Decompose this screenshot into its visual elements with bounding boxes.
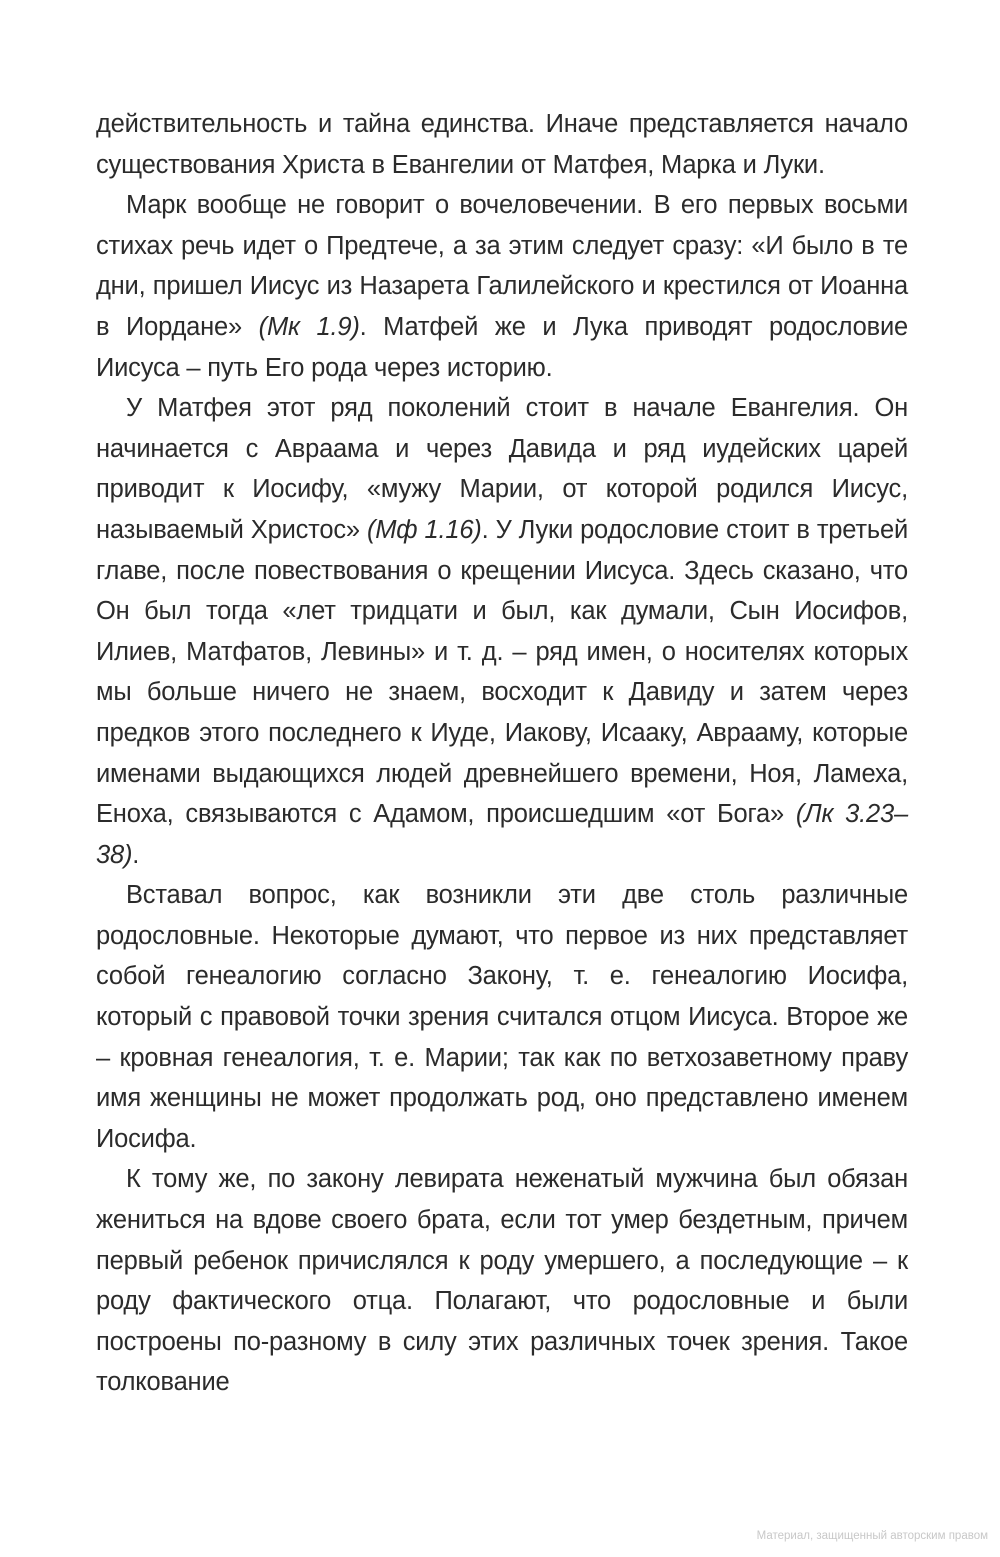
- paragraph-2-text-a: Марк вообще не говорит о вочеловечении. В его первых восьми стихах речь идет о Предтече, а за этим следует сразу: «И было в те дни, пришел Иисус из Назарета Галилейского и крестился от Иоанна в Иордане»: [96, 191, 908, 341]
- paragraph-5: [96, 1159, 908, 1403]
- paragraph-3-text-b: . У Луки родословие стоит в третьей главе, после повествования о крещении Иисуса. Здесь сказано, что Он был тогда «лет тридцати и был, как думали, Сын Иосифов, Илиев, Матфатов, Левины» и т. д. – ряд имен, о носителях которых мы больше ничего не знаем, восходит к Давиду и затем через предков этого последнего к Иуде, Иакову, Исааку, Аврааму, которые именами выдающихся людей древнейшего времени, Ноя, Ламеха, Еноха, связываются с Адамом, происшедшим «от Бога»: [96, 515, 909, 829]
- paragraph-4: [96, 875, 908, 1159]
- paragraph-2-text-b: . Матфей же и Лука приводят родословие Иисуса – путь Его рода через историю.: [96, 312, 908, 382]
- scripture-reference: (Лк 3.23–38): [96, 800, 908, 869]
- paragraph-4-text: Вставал вопрос, как возникли эти две столь различные родословные. Некоторые думают, что первое из них представляет собой генеалогию согласно Закону, т. е. генеалогию Иосифа, который с правовой точки зрения считался отцом Иисуса. Второе же – кровная генеалогия, т. е. Марии; так как по ветхозаветному праву имя женщины не может продолжать род, оно представлено именем Иосифа.: [96, 881, 908, 1153]
- paragraph-1-text: действительность и тайна единства. Иначе представляется начало существования Христа в Евангелии от Матфея, Марка и Луки.: [96, 110, 908, 179]
- book-page-body: [96, 104, 908, 1403]
- scripture-reference: (Мк 1.9): [258, 312, 360, 341]
- paragraph-3-text-c: .: [132, 840, 140, 869]
- paragraph-3-text-a: У Матфея этот ряд поколений стоит в начале Евангелия. Он начинается с Авраама и через Давида и ряд иудейских царей приводит к Иосифу, «мужу Марии, от которой родился Иисус, называемый Христос»: [96, 394, 908, 544]
- scripture-reference: (Мф 1.16): [366, 515, 482, 544]
- paragraph-5-text: К тому же, по закону левирата неженатый мужчина был обязан жениться на вдове своего брата, если тот умер бездетным, причем первый ребенок причислялся к роду умершего, а последующие – к роду фактического отца. Полагают, что родословные и были построены по-разному в силу этих различных точек зрения. Такое толкование: [96, 1165, 908, 1397]
- copyright-watermark: Материал, защищенный авторским правом: [756, 1530, 988, 1542]
- paragraph-3: [96, 388, 908, 875]
- paragraph-2: [96, 185, 908, 388]
- paragraph-1: [96, 104, 908, 185]
